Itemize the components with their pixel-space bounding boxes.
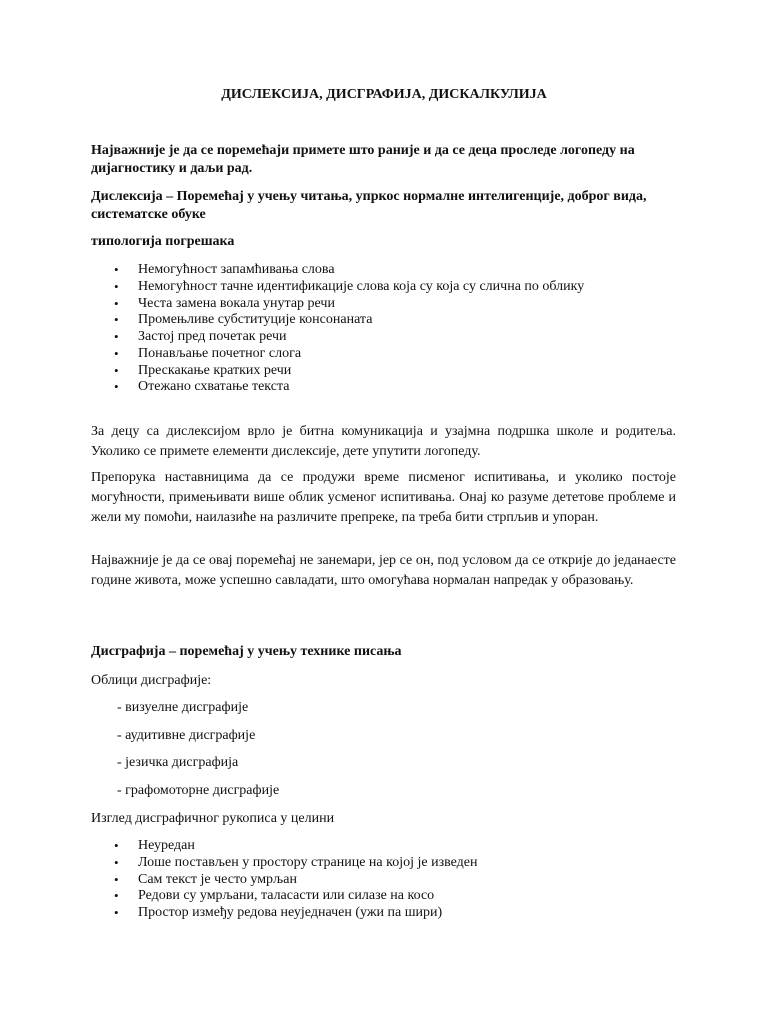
bullet-icon: • — [114, 379, 119, 395]
bullet-icon: • — [114, 854, 119, 870]
appearance-list — [91, 838, 676, 922]
bullet-icon: • — [114, 262, 119, 277]
list-item: • Прескакање кратких речи — [114, 362, 292, 378]
bullet-icon: • — [114, 838, 119, 853]
appearance-label: Изглед дисграфичног рукописа у целини — [91, 811, 335, 826]
form-item: - визуелне дисграфије — [117, 700, 249, 715]
list-item: • Редови су умрљани, таласасти или силазе на косо — [114, 888, 435, 904]
form-item: - језичка дисграфија — [117, 755, 239, 770]
list-item: • Немогућност тачне идентификације слова која су која су слична по облику — [114, 278, 585, 294]
document-title: ДИСЛЕКСИЈА, ДИСГРАФИЈА, ДИСКАЛКУЛИЈА — [221, 87, 547, 102]
list-item: • Неуредан — [114, 838, 195, 853]
list-item: • Лоше постављен у простору странице на којој је изведен — [114, 854, 478, 870]
bullet-icon: • — [114, 362, 119, 378]
list-item: • Сам текст је често умрљан — [114, 871, 297, 887]
bullet-icon: • — [114, 888, 119, 904]
list-item: • Понављање почетног слога — [114, 345, 302, 361]
intro-paragraph: Најважније је да се поремећаји примете што раније и да се деца проследе логопеду на дијагностику и даљи рад. — [91, 143, 635, 176]
bullet-icon: • — [114, 295, 119, 311]
paragraph-importance: Најважније је да се овај поремећај не занемари, јер се он, под условом да се открије до једанаесте године живота, може успешно савладати, што омогућава нормалан напредак у образовању. — [91, 553, 676, 588]
typology-heading: типологија погрешака — [91, 234, 235, 249]
paragraph-support: За децу са дислексијом врло је битна комуникација и узајмна подршка школе и родитеља. Уколико се примете елементи дислексије, дете упутити логопеду. — [91, 424, 676, 459]
bullet-icon: • — [114, 278, 119, 294]
forms-label: Облици дисграфије: — [91, 673, 212, 688]
form-item: - аудитивне дисграфије — [117, 728, 256, 743]
bullet-icon: • — [114, 312, 119, 328]
bullet-icon: • — [114, 345, 119, 361]
list-item: • Промењливе субституције консонаната — [114, 312, 373, 328]
list-item: • Простор између редова неуједначен (ужи па шири) — [114, 905, 443, 920]
list-item: • Немогућност запамћивања слова — [114, 262, 335, 277]
typology-list — [91, 262, 676, 396]
list-item: • Застој пред почетак речи — [114, 329, 287, 344]
bullet-icon: • — [114, 329, 119, 344]
paragraph-recommendation: Препорука наставницима да се продужи време писменог испитивања, и уколико постоје могућности, примењивати више облик усменог испитивања. Онај ко разуме дететове проблеме и жели му помоћи, наилазиће на различите препреке, па треба бити стрпљив и упоран. — [91, 470, 676, 525]
list-item: • Отежано схватање текста — [114, 379, 290, 395]
bullet-icon: • — [114, 871, 119, 887]
dysgraphia-heading: Дисграфија – поремећај у учењу технике писања — [91, 644, 402, 659]
dyslexia-heading: Дислексија – Поремећај у учењу читања, упркос нормалне интелигенције, доброг вида, систематске обуке — [91, 189, 647, 222]
form-item: - графомоторне дисграфије — [117, 783, 280, 798]
list-item: • Честа замена вокала унутар речи — [114, 295, 335, 311]
bullet-icon: • — [114, 905, 119, 920]
